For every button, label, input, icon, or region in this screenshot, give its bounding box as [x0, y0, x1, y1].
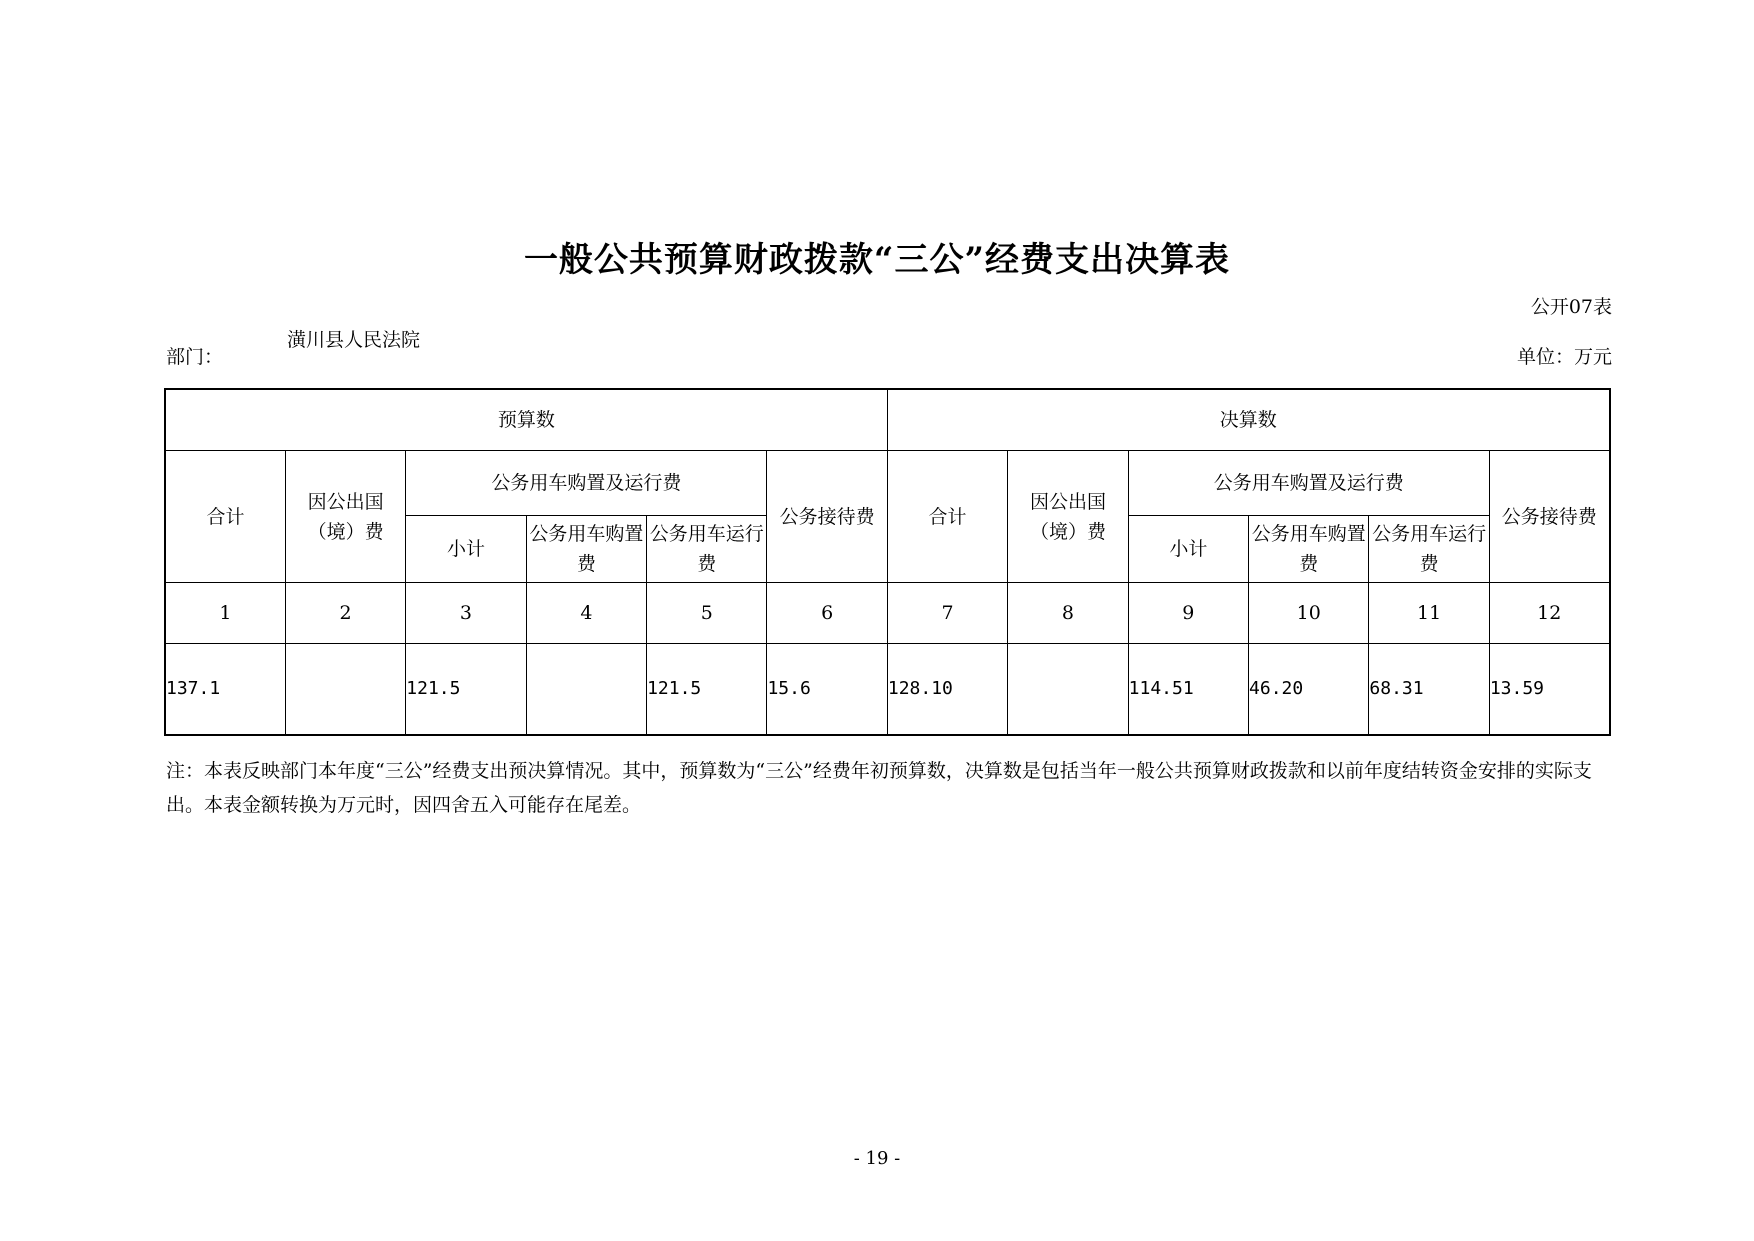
col-number: 3 — [406, 583, 526, 644]
col-number: 4 — [526, 583, 646, 644]
cell-final-abroad — [1008, 644, 1128, 736]
col-number: 10 — [1249, 583, 1369, 644]
header-final: 决算数 — [887, 389, 1609, 451]
header-final-subtotal: 小计 — [1128, 516, 1248, 583]
header-budget-vehicle: 公务用车购置及运行费 — [406, 451, 767, 516]
col-number: 9 — [1128, 583, 1248, 644]
col-number: 5 — [647, 583, 767, 644]
department-label: 部门： — [166, 346, 224, 368]
table-note: 注：本表反映部门本年度“三公”经费支出预决算情况。其中，预算数为“三公”经费年初预算数，决算数是包括当年一般公共预算财政拨款和以前年度结转资金安排的实际支出。本表金额转换为万元时，因四舍五入可能存在尾差。 — [166, 760, 1592, 816]
col-number: 12 — [1489, 583, 1609, 644]
cell-final-subtotal: 114.51 — [1128, 644, 1248, 736]
cell-budget-subtotal: 121.5 — [406, 644, 526, 736]
cell-final-vehicle-purchase: 46.20 — [1249, 644, 1369, 736]
header-final-vehicle: 公务用车购置及运行费 — [1128, 451, 1489, 516]
col-number: 6 — [767, 583, 887, 644]
header-budget-vehicle-purchase: 公务用车购置费 — [526, 516, 646, 583]
header-budget: 预算数 — [165, 389, 887, 451]
cell-final-vehicle-operation: 68.31 — [1369, 644, 1489, 736]
col-number: 2 — [285, 583, 405, 644]
cell-final-total: 128.10 — [887, 644, 1007, 736]
header-final-reception: 公务接待费 — [1489, 451, 1609, 583]
expense-table — [164, 388, 1611, 736]
cell-budget-total: 137.1 — [165, 644, 285, 736]
header-budget-reception: 公务接待费 — [767, 451, 887, 583]
table-number: 公开07表 — [1530, 296, 1612, 318]
header-budget-total: 合计 — [165, 451, 285, 583]
unit-label: 单位：万元 — [1516, 346, 1612, 368]
header-final-vehicle-purchase: 公务用车购置费 — [1249, 516, 1369, 583]
header-budget-abroad: 因公出国（境）费 — [285, 451, 405, 583]
col-number: 7 — [887, 583, 1007, 644]
col-number: 8 — [1008, 583, 1128, 644]
table-row — [165, 644, 1610, 736]
cell-budget-vehicle-operation: 121.5 — [647, 644, 767, 736]
header-budget-subtotal: 小计 — [406, 516, 526, 583]
department-name: 潢川县人民法院 — [287, 329, 421, 351]
page-title: 一般公共预算财政拨款“三公”经费支出决算表 — [523, 240, 1231, 280]
col-number: 1 — [165, 583, 285, 644]
cell-budget-abroad — [285, 644, 405, 736]
header-final-total: 合计 — [887, 451, 1007, 583]
column-number-row — [165, 583, 1610, 644]
cell-final-reception: 13.59 — [1489, 644, 1609, 736]
header-budget-vehicle-operation: 公务用车运行费 — [647, 516, 767, 583]
cell-budget-vehicle-purchase — [526, 644, 646, 736]
header-final-vehicle-operation: 公务用车运行费 — [1369, 516, 1489, 583]
page-number: - 19 - — [853, 1148, 901, 1169]
col-number: 11 — [1369, 583, 1489, 644]
cell-budget-reception: 15.6 — [767, 644, 887, 736]
header-final-abroad: 因公出国（境）费 — [1008, 451, 1128, 583]
